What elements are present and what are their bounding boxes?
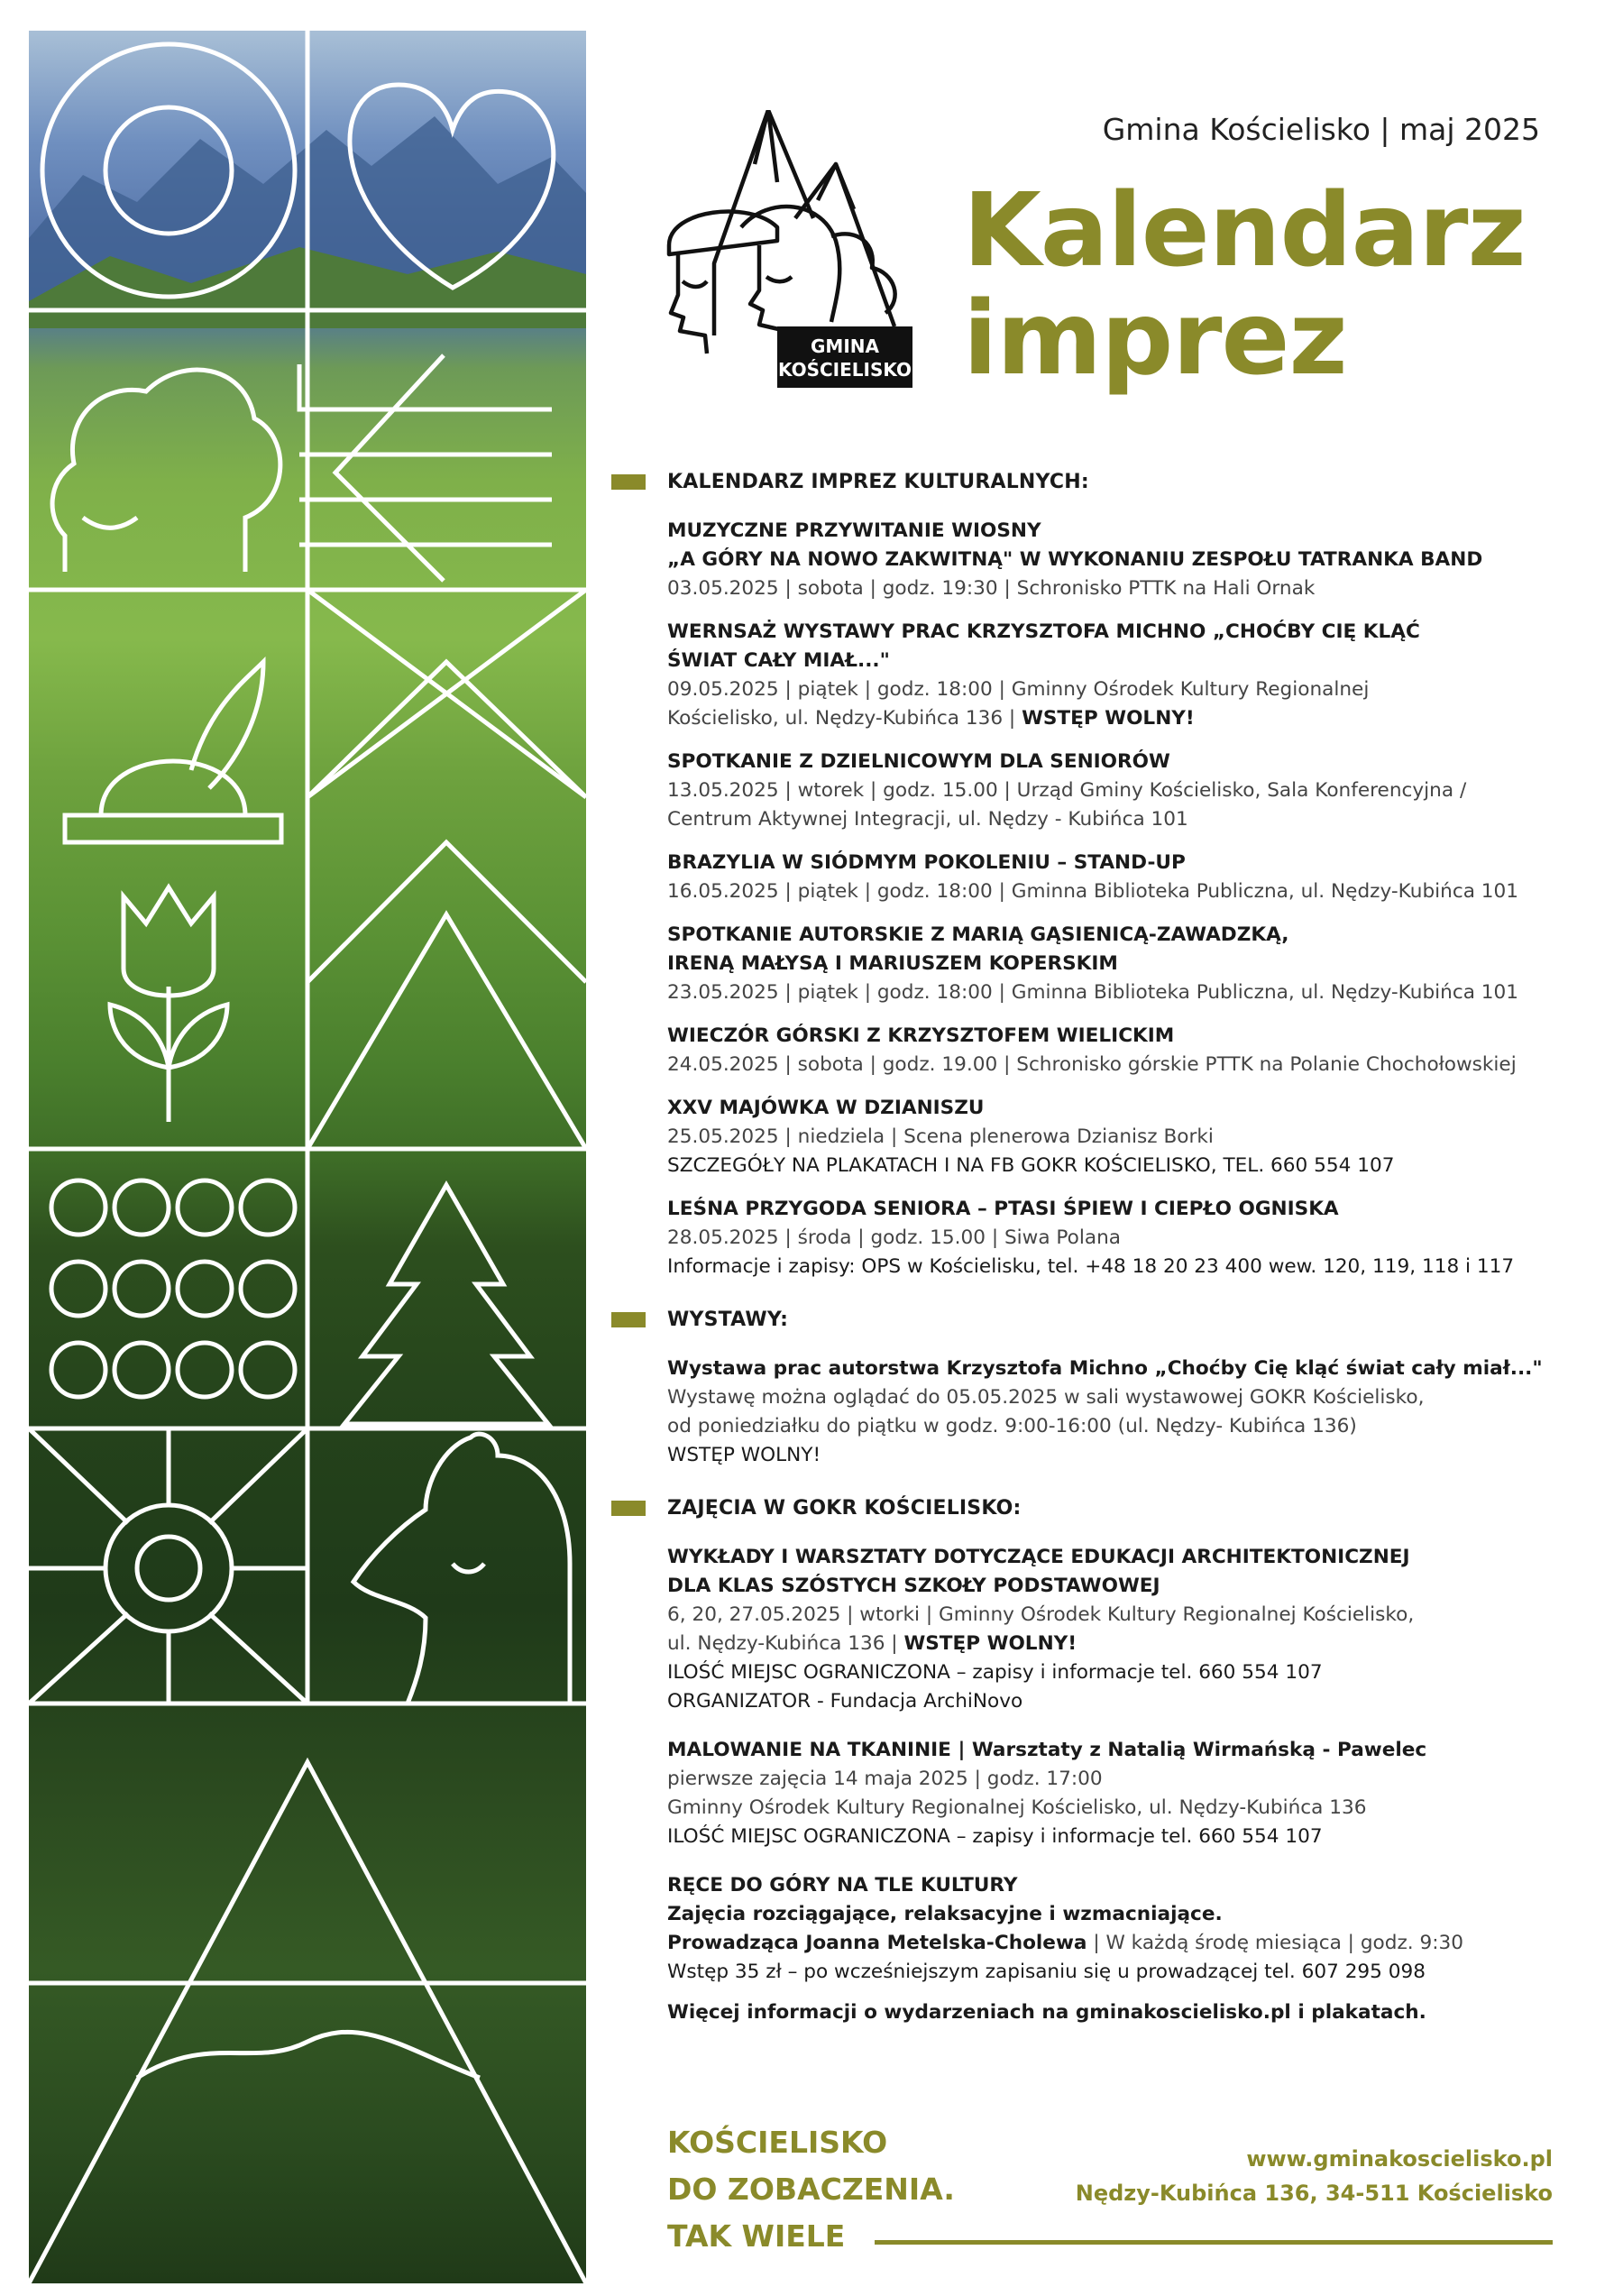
event-meta: 23.05.2025 | piątek | godz. 18:00 | Gminna Biblioteka Publiczna, ul. Nędzy-Kubińca 101 [667, 981, 1519, 1004]
strip-illustration [29, 31, 586, 2283]
class-schedule: | W każdą środę miesiąca | godz. 9:30 [1087, 1932, 1463, 1954]
section-exhibitions-label: WYSTAWY: [667, 1309, 789, 1331]
section-classes-label: ZAJĘCIA W GOKR KOŚCIELISKO: [667, 1497, 1022, 1520]
event-title: „A GÓRY NA NOWO ZAKWITNĄ" W WYKONANIU ZESPOŁU TATRANKA BAND [667, 548, 1483, 571]
event-item [667, 618, 1554, 733]
free-entry-label: WSTĘP WOLNY! [1022, 707, 1195, 730]
class-meta-text: ul. Nędzy-Kubińca 136 | [667, 1632, 904, 1655]
section-exhibitions-header [611, 1309, 1554, 1331]
class-title: MALOWANIE NA TKANINIE | Warsztaty z Natalią Wirmańską - Pawelec [667, 1739, 1427, 1761]
event-item [667, 1094, 1554, 1180]
photo-strip [29, 31, 586, 2283]
class-note: ORGANIZATOR - Fundacja ArchiNovo [667, 1690, 1023, 1713]
slogan-line-3: TAK WIELE [667, 2218, 846, 2254]
events-content [611, 471, 1554, 2024]
class-note: ILOŚĆ MIEJSC OGRANICZONA – zapisy i informacje tel. 660 554 107 [667, 1825, 1323, 1848]
class-item [667, 1871, 1554, 1987]
event-item [667, 849, 1554, 906]
more-info-text: Więcej informacji o wydarzeniach na gminakoscielisko.pl i plakatach. [667, 2001, 1426, 2024]
class-item [667, 1543, 1554, 1716]
footer-contact [992, 2142, 1553, 2210]
class-title: WYKŁADY I WARSZTATY DOTYCZĄCE EDUKACJI ARCHITEKTONICZNEJ [667, 1546, 1410, 1568]
event-meta: 13.05.2025 | wtorek | godz. 15.00 | Urząd Gminy Kościelisko, Sala Konferencyjna / [667, 779, 1467, 802]
footer-slogan [667, 2119, 955, 2260]
event-meta: 09.05.2025 | piątek | godz. 18:00 | Gminny Ośrodek Kultury Regionalnej [667, 678, 1370, 701]
event-meta: Centrum Aktywnej Integracji, ul. Nędzy - Kubińca 101 [667, 808, 1188, 831]
class-meta: pierwsze zajęcia 14 maja 2025 | godz. 17:00 [667, 1768, 1103, 1790]
logo-mountains-icon [651, 110, 922, 390]
event-meta [667, 704, 1554, 733]
class-host: Prowadząca Joanna Metelska-Cholewa [667, 1932, 1087, 1954]
event-title: BRAZYLIA W SIÓDMYM POKOLENIU – STAND-UP [667, 851, 1186, 874]
footer-divider [875, 2240, 1553, 2245]
class-meta: Gminny Ośrodek Kultury Regionalnej Kościelisko, ul. Nędzy-Kubińca 136 [667, 1796, 1367, 1819]
event-title: WIECZÓR GÓRSKI Z KRZYSZTOFEM WIELICKIM [667, 1024, 1175, 1047]
exhibition-meta: Wystawę można oglądać do 05.05.2025 w sali wystawowej GOKR Kościelisko, [667, 1386, 1425, 1409]
section-marker [611, 1312, 646, 1327]
event-note: Informacje i zapisy: OPS w Kościelisku, tel. +48 18 20 23 400 wew. 120, 119, 118 i 117 [667, 1255, 1515, 1278]
event-title: IRENĄ MAŁYSĄ I MARIUSZEM KOPERSKIM [667, 952, 1118, 975]
class-meta: 6, 20, 27.05.2025 | wtorki | Gminny Ośrodek Kultury Regionalnej Kościelisko, [667, 1603, 1415, 1626]
event-title: WERNSAŻ WYSTAWY PRAC KRZYSZTOFA MICHNO „CHOĆBY CIĘ KLĄĆ [667, 620, 1420, 643]
event-title: ŚWIAT CAŁY MIAŁ..." [667, 649, 890, 672]
event-item [667, 1022, 1554, 1079]
gmina-logo [651, 110, 922, 393]
title-line-1: Kalendarz [963, 172, 1526, 289]
event-item [667, 748, 1554, 834]
event-item [667, 921, 1554, 1007]
class-item [667, 1736, 1554, 1851]
event-item [667, 517, 1554, 603]
exhibition-title: Wystawa prac autorstwa Krzysztofa Michno „Choćby Cię kląć świat cały miał..." [667, 1357, 1543, 1380]
event-meta: 16.05.2025 | piątek | godz. 18:00 | Gminna Biblioteka Publiczna, ul. Nędzy-Kubińca 101 [667, 880, 1519, 903]
event-title: SPOTKANIE AUTORSKIE Z MARIĄ GĄSIENICĄ-ZAWADZKĄ, [667, 923, 1289, 946]
class-title: RĘCE DO GÓRY NA TLE KULTURY [667, 1874, 1018, 1896]
event-note: SZCZEGÓŁY NA PLAKATACH I NA FB GOKR KOŚCIELISKO, TEL. 660 554 107 [667, 1154, 1395, 1177]
section-classes-header [611, 1497, 1554, 1520]
section-marker [611, 1501, 646, 1516]
class-subtitle: Zajęcia rozciągające, relaksacyjne i wzmacniające. [667, 1903, 1223, 1925]
slogan-line-2: DO ZOBACZENIA. [667, 2172, 955, 2207]
class-title: DLA KLAS SZÓSTYCH SZKOŁY PODSTAWOWEJ [667, 1575, 1160, 1597]
exhibition-meta: od poniedziałku do piątku w godz. 9:00-16:00 (ul. Nędzy- Kubińca 136) [667, 1415, 1357, 1437]
exhibition-note: WSTĘP WOLNY! [667, 1444, 821, 1466]
event-meta: 28.05.2025 | środa | godz. 15.00 | Siwa Polana [667, 1226, 1122, 1249]
address-text: Nędzy-Kubińca 136, 34-511 Kościelisko [1075, 2181, 1553, 2206]
event-title: XXV MAJÓWKA W DZIANISZU [667, 1097, 985, 1119]
class-note: Wstęp 35 zł – po wcześniejszym zapisaniu się u prowadzącej tel. 607 295 098 [667, 1961, 1426, 1983]
event-title: MUZYCZNE PRZYWITANIE WIOSNY [667, 519, 1041, 542]
class-note: ILOŚĆ MIEJSC OGRANICZONA – zapisy i informacje tel. 660 554 107 [667, 1661, 1323, 1684]
free-entry-label: WSTĘP WOLNY! [903, 1632, 1077, 1655]
section-marker [611, 474, 646, 490]
event-meta: 24.05.2025 | sobota | godz. 19.00 | Schronisko górskie PTTK na Polanie Chochołowskiej [667, 1053, 1517, 1076]
event-title: SPOTKANIE Z DZIELNICOWYM DLA SENIORÓW [667, 750, 1170, 773]
title-line-2: imprez [963, 280, 1347, 398]
slogan-line-1: KOŚCIELISKO [667, 2125, 888, 2160]
event-meta-text: Kościelisko, ul. Nędzy-Kubińca 136 | [667, 707, 1022, 730]
class-host-line [667, 1929, 1554, 1958]
event-title: LEŚNA PRZYGODA SENIORA – PTASI ŚPIEW I CIEPŁO OGNISKA [667, 1198, 1339, 1220]
class-meta [667, 1630, 1554, 1658]
website-link[interactable]: www.gminakoscielisko.pl [1246, 2146, 1553, 2172]
section-cultural-label: KALENDARZ IMPREZ KULTURALNYCH: [667, 471, 1089, 493]
logo-text-line1: GMINA [811, 335, 879, 357]
exhibition-item [667, 1355, 1554, 1470]
section-cultural-header [611, 471, 1554, 493]
logo-text-line2: KOŚCIELISKO [778, 359, 912, 381]
event-meta: 25.05.2025 | niedziela | Scena plenerowa Dzianisz Borki [667, 1125, 1214, 1148]
event-meta: 03.05.2025 | sobota | godz. 19:30 | Schronisko PTTK na Hali Ornak [667, 577, 1316, 600]
page-title [963, 172, 1526, 398]
header-subtitle: Gmina Kościelisko | maj 2025 [1102, 112, 1540, 147]
event-item [667, 1195, 1554, 1281]
